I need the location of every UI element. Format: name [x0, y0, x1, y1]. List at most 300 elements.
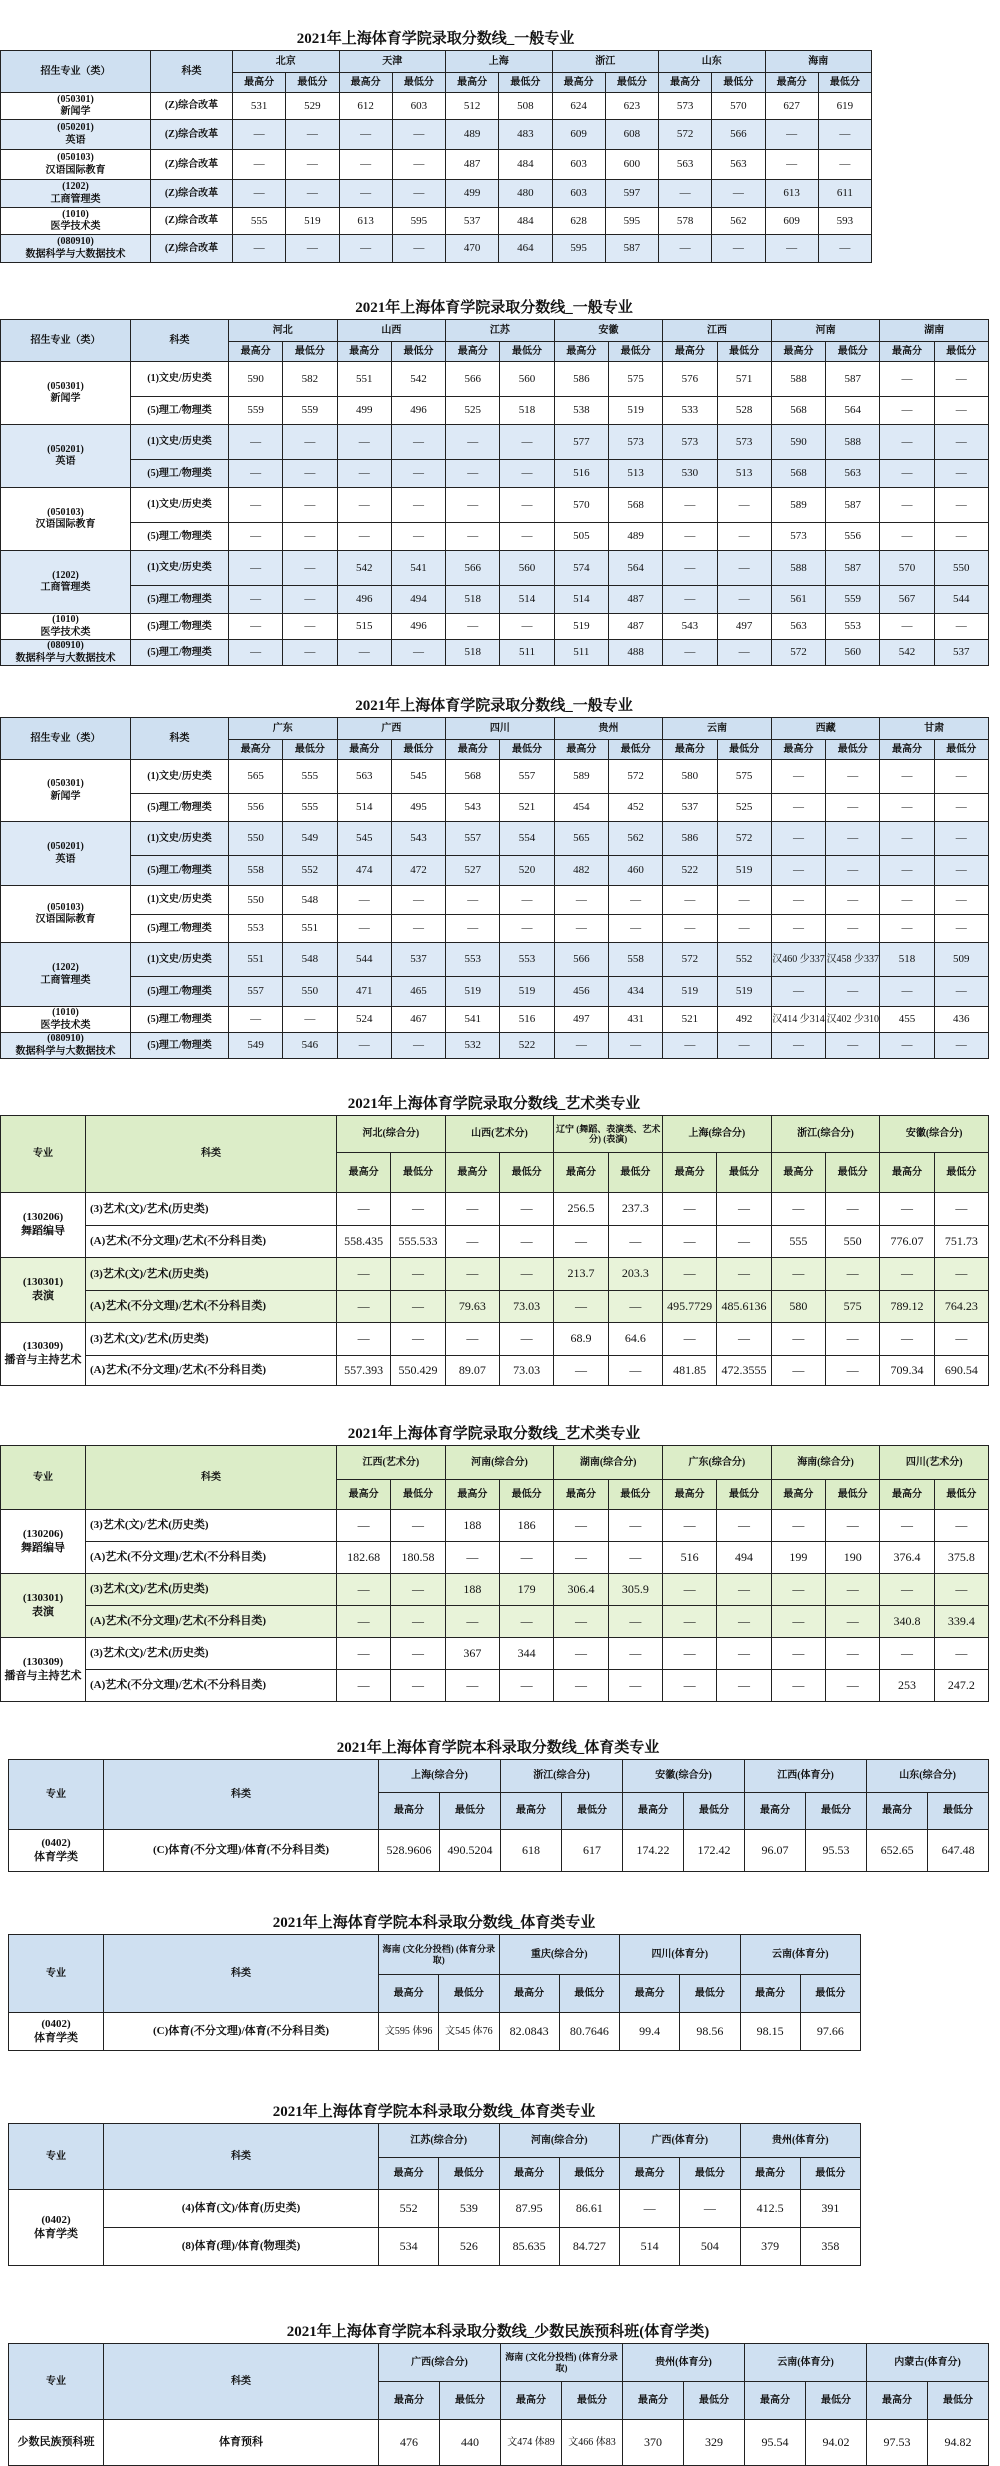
max-score: —: [446, 523, 500, 551]
min-score: 566: [712, 120, 765, 150]
max-score: 476: [379, 2420, 440, 2466]
max-score: —: [229, 488, 283, 523]
province-header: 上海(综合分): [663, 1116, 772, 1153]
max-score: 528.9606: [379, 1830, 440, 1872]
max-score: 454: [554, 794, 608, 822]
major-name: 舞蹈编导: [21, 1541, 65, 1554]
min-score: 548: [283, 886, 337, 915]
max-score: —: [337, 523, 391, 551]
min-score: —: [391, 1193, 445, 1226]
min-score: —: [392, 120, 445, 150]
max-score: 455: [880, 1007, 934, 1033]
max-score: —: [554, 1510, 608, 1542]
subject-cell: (5)理工/物理类: [131, 915, 229, 943]
min-score: —: [934, 856, 988, 886]
major-name: 英语: [55, 853, 76, 865]
subject-cell: (A)艺术(不分文理)/艺术(不分科目类): [86, 1291, 337, 1323]
max-score: 489: [446, 120, 499, 150]
score-table: [8, 1934, 861, 2051]
province-header: 安徽(综合分): [880, 1116, 989, 1153]
min-score: —: [826, 1258, 880, 1291]
table-row: [1, 488, 989, 523]
max-score: 557: [229, 977, 283, 1007]
max-score: 499: [337, 397, 391, 425]
min-score-header: 最低分: [717, 342, 771, 362]
subject-cell: (5)理工/物理类: [131, 1033, 229, 1059]
min-score: —: [608, 1356, 662, 1386]
min-score: 572: [608, 760, 662, 794]
max-score-header: 最高分: [337, 1153, 391, 1193]
min-score: 98.56: [680, 2013, 740, 2051]
major-cell: [1, 208, 151, 235]
max-score-header: 最高分: [379, 1793, 440, 1830]
major-cell: [1, 551, 131, 614]
max-score: —: [337, 488, 391, 523]
table-row: [1, 1291, 989, 1323]
max-score: 367: [445, 1638, 499, 1670]
major-code: (050301): [47, 380, 84, 392]
province-header: 湖南: [880, 320, 989, 342]
subject-cell: (A)艺术(不分文理)/艺术(不分科目类): [86, 1542, 337, 1574]
table-row: [1, 397, 989, 425]
max-score: —: [339, 150, 392, 180]
min-score: 文545 体76: [439, 2013, 499, 2051]
province-header: 海南 (文化分投档) (体育分录取): [501, 2344, 623, 2382]
max-score-header: 最高分: [740, 2158, 800, 2190]
min-score: 557: [500, 760, 554, 794]
max-score: 603: [552, 180, 605, 208]
min-score: 172.42: [684, 1830, 745, 1872]
min-score: —: [283, 640, 337, 666]
table-row: [1, 1323, 989, 1356]
max-score: —: [229, 523, 283, 551]
max-score: 590: [771, 425, 825, 460]
major-cell: [1, 1638, 86, 1702]
max-score-header: 最高分: [771, 1480, 825, 1510]
max-score: 624: [552, 93, 605, 120]
max-score: —: [229, 460, 283, 488]
max-score: —: [880, 1638, 934, 1670]
section-title: 2021年上海体育学院本科录取分数线_体育类专业: [336, 1740, 660, 1756]
min-score: 460: [608, 856, 662, 886]
table-row: [1, 1606, 989, 1638]
max-score: —: [663, 1323, 717, 1356]
min-score: 247.2: [934, 1670, 988, 1702]
subject-cell: (Z)综合改革: [151, 180, 233, 208]
score-table: [8, 1759, 989, 1872]
min-score: 488: [608, 640, 662, 666]
max-score: 512: [446, 93, 499, 120]
min-score: —: [934, 397, 988, 425]
min-score: 358: [800, 2228, 860, 2266]
max-score: 537: [663, 794, 717, 822]
max-score: 253: [880, 1670, 934, 1702]
max-score: 474: [337, 856, 391, 886]
min-score: 593: [818, 208, 871, 235]
subject-header: 科类: [104, 2124, 379, 2190]
min-score-header: 最低分: [684, 2382, 745, 2420]
min-score: —: [286, 150, 339, 180]
max-score: —: [229, 425, 283, 460]
max-score: —: [337, 460, 391, 488]
max-score: 595: [552, 235, 605, 263]
min-score: 73.03: [500, 1291, 554, 1323]
min-score: 467: [391, 1007, 445, 1033]
max-score: 376.4: [880, 1542, 934, 1574]
province-header: 广东(综合分): [663, 1446, 772, 1480]
min-score-header: 最低分: [500, 1480, 554, 1510]
subject-cell: (3)艺术(文)/艺术(历史类): [86, 1638, 337, 1670]
max-score: —: [337, 915, 391, 943]
subject-cell: (1)文史/历史类: [131, 551, 229, 586]
subject-cell: (1)文史/历史类: [131, 943, 229, 977]
max-score-header: 最高分: [867, 2382, 928, 2420]
max-score: —: [554, 1606, 608, 1638]
max-score-header: 最高分: [880, 740, 934, 760]
min-score: 95.53: [806, 1830, 867, 1872]
table-row: [1, 1193, 989, 1226]
table-row: [9, 1830, 989, 1872]
max-score: —: [229, 640, 283, 666]
min-score: —: [717, 1193, 771, 1226]
max-score: 79.63: [445, 1291, 499, 1323]
subject-cell: (1)文史/历史类: [131, 760, 229, 794]
min-score: —: [826, 1670, 880, 1702]
subject-cell: (5)理工/物理类: [131, 523, 229, 551]
min-score: —: [283, 614, 337, 640]
province-header: 贵州(体育分): [740, 2124, 861, 2158]
min-score: 550.429: [391, 1356, 445, 1386]
table-row: [1, 180, 872, 208]
min-score-header: 最低分: [391, 1153, 445, 1193]
province-header: 甘肃: [880, 718, 989, 740]
max-score-header: 最高分: [499, 2158, 559, 2190]
min-score: —: [500, 1542, 554, 1574]
max-score: 577: [554, 425, 608, 460]
min-score: 553: [500, 943, 554, 977]
max-score: 514: [554, 586, 608, 614]
major-code: (0402): [41, 2017, 71, 2030]
major-cell: [1, 640, 131, 666]
table-row: [1, 856, 989, 886]
min-score: 179: [500, 1574, 554, 1606]
province-header: 海南 (文化分投档) (体育分录取): [379, 1935, 500, 1975]
max-score: 499: [446, 180, 499, 208]
min-score: —: [391, 460, 445, 488]
province-header: 山东: [659, 51, 766, 73]
max-score-header: 最高分: [379, 2382, 440, 2420]
min-score: —: [717, 1670, 771, 1702]
min-score: 563: [826, 460, 880, 488]
min-score: 391: [800, 2190, 860, 2228]
min-score: 494: [391, 586, 445, 614]
min-score: —: [826, 1510, 880, 1542]
subject-cell: (Z)综合改革: [151, 150, 233, 180]
max-score: 568: [446, 760, 500, 794]
section-title: 2021年上海体育学院录取分数线_一般专业: [355, 698, 633, 714]
max-score-header: 最高分: [765, 73, 818, 93]
max-score: —: [880, 362, 934, 397]
min-score: 464: [499, 235, 552, 263]
max-score: —: [880, 397, 934, 425]
subject-cell: (1)文史/历史类: [131, 425, 229, 460]
province-header: 浙江: [552, 51, 659, 73]
min-score: 573: [608, 425, 662, 460]
max-score-header: 最高分: [501, 1793, 562, 1830]
max-score: 570: [554, 488, 608, 523]
max-score: 652.65: [867, 1830, 928, 1872]
max-score: 518: [446, 586, 500, 614]
subject-cell: (A)艺术(不分文理)/艺术(不分科目类): [86, 1356, 337, 1386]
province-header: 西藏: [771, 718, 880, 740]
max-score: 514: [337, 794, 391, 822]
min-score: —: [717, 640, 771, 666]
min-score: —: [608, 1510, 662, 1542]
min-score: 563: [712, 150, 765, 180]
max-score: 544: [337, 943, 391, 977]
min-score: —: [391, 640, 445, 666]
max-score-header: 最高分: [229, 342, 283, 362]
max-score: 87.95: [499, 2190, 559, 2228]
subject-cell: (Z)综合改革: [151, 120, 233, 150]
min-score: —: [608, 1033, 662, 1059]
min-score: 97.66: [800, 2013, 860, 2051]
max-score-header: 最高分: [663, 1480, 717, 1510]
min-score: —: [934, 1323, 988, 1356]
max-score: —: [771, 794, 825, 822]
table-row: [1, 362, 989, 397]
section-title: 2021年上海体育学院录取分数线_艺术类专业: [347, 1426, 641, 1442]
min-score: —: [500, 1606, 554, 1638]
major-cell: [1, 760, 131, 822]
max-score: 521: [663, 1007, 717, 1033]
subject-cell: (A)艺术(不分文理)/艺术(不分科目类): [86, 1606, 337, 1638]
max-score: —: [771, 1033, 825, 1059]
min-score: 64.6: [608, 1323, 662, 1356]
max-score: 文474 体89: [501, 2420, 562, 2466]
min-score: 550: [934, 551, 988, 586]
max-score: 563: [337, 760, 391, 794]
min-score: 587: [605, 235, 658, 263]
province-header: 广西: [337, 718, 446, 740]
max-score: 530: [663, 460, 717, 488]
min-score: —: [826, 1606, 880, 1638]
major-name: 工商管理类: [40, 974, 91, 986]
min-score: —: [934, 794, 988, 822]
min-score-header: 最低分: [440, 2382, 501, 2420]
min-score: 560: [826, 640, 880, 666]
min-score-header: 最低分: [283, 342, 337, 362]
subject-cell: (Z)综合改革: [151, 208, 233, 235]
min-score-header: 最低分: [392, 73, 445, 93]
major-code: (080910): [47, 640, 84, 651]
max-score: —: [445, 1226, 499, 1258]
subject-cell: (C)体育(不分文理)/体育(不分科目类): [104, 1830, 379, 1872]
max-score: —: [880, 1258, 934, 1291]
min-score: —: [500, 915, 554, 943]
max-score-header: 最高分: [620, 1975, 680, 2013]
min-score: —: [717, 1574, 771, 1606]
table-row: [9, 2420, 989, 2466]
min-score: —: [717, 586, 771, 614]
max-score: 524: [337, 1007, 391, 1033]
min-score: —: [826, 1193, 880, 1226]
major-cell: [1, 150, 151, 180]
min-score: 375.8: [934, 1542, 988, 1574]
province-header: 湖南(综合分): [554, 1446, 663, 1480]
max-score: 汉460 少337: [771, 943, 825, 977]
max-score: 542: [880, 640, 934, 666]
min-score: 575: [608, 362, 662, 397]
min-score: —: [283, 551, 337, 586]
subject-header: 科类: [151, 51, 233, 93]
min-score: 504: [680, 2228, 740, 2266]
major-cell: [9, 2190, 104, 2266]
max-score: 589: [771, 488, 825, 523]
subject-header: 科类: [86, 1446, 337, 1510]
max-score: —: [339, 180, 392, 208]
min-score: 588: [826, 425, 880, 460]
min-score: 519: [608, 397, 662, 425]
max-score: —: [663, 886, 717, 915]
min-score: 190: [826, 1542, 880, 1574]
table-row: [1, 614, 989, 640]
min-score: —: [391, 1638, 445, 1670]
subject-cell: (3)艺术(文)/艺术(历史类): [86, 1510, 337, 1542]
province-header: 山西(艺术分): [445, 1116, 554, 1153]
max-score: —: [554, 1033, 608, 1059]
max-score: 589: [554, 760, 608, 794]
max-score: —: [663, 1606, 717, 1638]
max-score-header: 最高分: [623, 1793, 684, 1830]
min-score: 484: [499, 208, 552, 235]
min-score: 文466 体83: [562, 2420, 623, 2466]
max-score-header: 最高分: [445, 1153, 499, 1193]
major-header: 专业: [1, 1446, 86, 1510]
min-score: 751.73: [934, 1226, 988, 1258]
min-score: 559: [283, 397, 337, 425]
min-score: —: [391, 915, 445, 943]
min-score: 560: [500, 551, 554, 586]
max-score: 519: [663, 977, 717, 1007]
min-score: —: [500, 886, 554, 915]
max-score: 545: [337, 822, 391, 856]
province-header: 浙江(综合分): [501, 1760, 623, 1793]
score-table: [8, 2343, 989, 2466]
max-score: —: [771, 760, 825, 794]
major-name: 数据科学与大数据技术: [15, 1045, 116, 1057]
header-row-provinces: [9, 1760, 989, 1793]
max-score-header: 最高分: [663, 740, 717, 760]
score-table: [0, 717, 989, 1059]
max-score: —: [880, 760, 934, 794]
min-score: 521: [500, 794, 554, 822]
province-header: 海南(综合分): [771, 1446, 880, 1480]
max-score: 95.54: [745, 2420, 806, 2466]
score-table: [0, 1445, 989, 1702]
subject-cell: (5)理工/物理类: [131, 586, 229, 614]
max-score: —: [663, 1670, 717, 1702]
min-score-header: 最低分: [500, 740, 554, 760]
min-score: 570: [712, 93, 765, 120]
max-score: 487: [446, 150, 499, 180]
min-score-header: 最低分: [826, 1480, 880, 1510]
max-score: 580: [771, 1291, 825, 1323]
province-header: 河南: [771, 320, 880, 342]
major-name: 体育学类: [34, 2031, 78, 2044]
min-score: —: [717, 523, 771, 551]
max-score: 534: [379, 2228, 439, 2266]
min-score: 555: [283, 794, 337, 822]
min-score: 587: [826, 362, 880, 397]
max-score: 481.85: [663, 1356, 717, 1386]
max-score: —: [445, 1323, 499, 1356]
table-row: [1, 915, 989, 943]
max-score-header: 最高分: [501, 2382, 562, 2420]
score-section-4: [0, 1093, 988, 1386]
min-score-header: 最低分: [684, 1793, 745, 1830]
max-score: —: [337, 1033, 391, 1059]
min-score: 514: [500, 586, 554, 614]
min-score-header: 最低分: [934, 342, 988, 362]
max-score-header: 最高分: [339, 73, 392, 93]
min-score: 600: [605, 150, 658, 180]
min-score: 543: [391, 822, 445, 856]
major-name: 播音与主持艺术: [4, 1669, 82, 1682]
min-score: —: [934, 362, 988, 397]
min-score: —: [826, 1638, 880, 1670]
min-score: —: [826, 760, 880, 794]
max-score-header: 最高分: [499, 1975, 559, 2013]
table-row: [1, 208, 872, 235]
province-header: 云南(体育分): [745, 2344, 867, 2382]
max-score: —: [880, 488, 934, 523]
table-row: [1, 1638, 989, 1670]
max-score: —: [880, 1323, 934, 1356]
max-score: 97.53: [867, 2420, 928, 2466]
province-header: 江西: [663, 320, 772, 342]
min-score-header: 最低分: [608, 1153, 662, 1193]
max-score-header: 最高分: [620, 2158, 680, 2190]
major-header: 招生专业（类）: [1, 51, 151, 93]
min-score: 485.6136: [717, 1291, 771, 1323]
min-score: 549: [283, 822, 337, 856]
max-score: 586: [663, 822, 717, 856]
min-score: —: [391, 1670, 445, 1702]
subject-cell: (5)理工/物理类: [131, 460, 229, 488]
major-header: 招生专业（类）: [1, 320, 131, 362]
min-score: —: [500, 460, 554, 488]
min-score: —: [283, 425, 337, 460]
max-score: 505: [554, 523, 608, 551]
min-score-header: 最低分: [562, 2382, 623, 2420]
major-header: 专业: [9, 1935, 104, 2013]
province-header: 河北: [229, 320, 338, 342]
min-score: —: [717, 1226, 771, 1258]
subject-cell: (5)理工/物理类: [131, 640, 229, 666]
min-score: 529: [286, 93, 339, 120]
max-score: —: [771, 1510, 825, 1542]
min-score-header: 最低分: [562, 1793, 623, 1830]
province-header: 安徽(综合分): [623, 1760, 745, 1793]
min-score-header: 最低分: [391, 1480, 445, 1510]
max-score: 174.22: [623, 1830, 684, 1872]
table-row: [1, 551, 989, 586]
province-header: 河南(综合分): [445, 1446, 554, 1480]
max-score: 汉414 少314: [771, 1007, 825, 1033]
section-title: 2021年上海体育学院本科录取分数线_体育类专业: [272, 1915, 596, 1931]
max-score: 549: [229, 1033, 283, 1059]
